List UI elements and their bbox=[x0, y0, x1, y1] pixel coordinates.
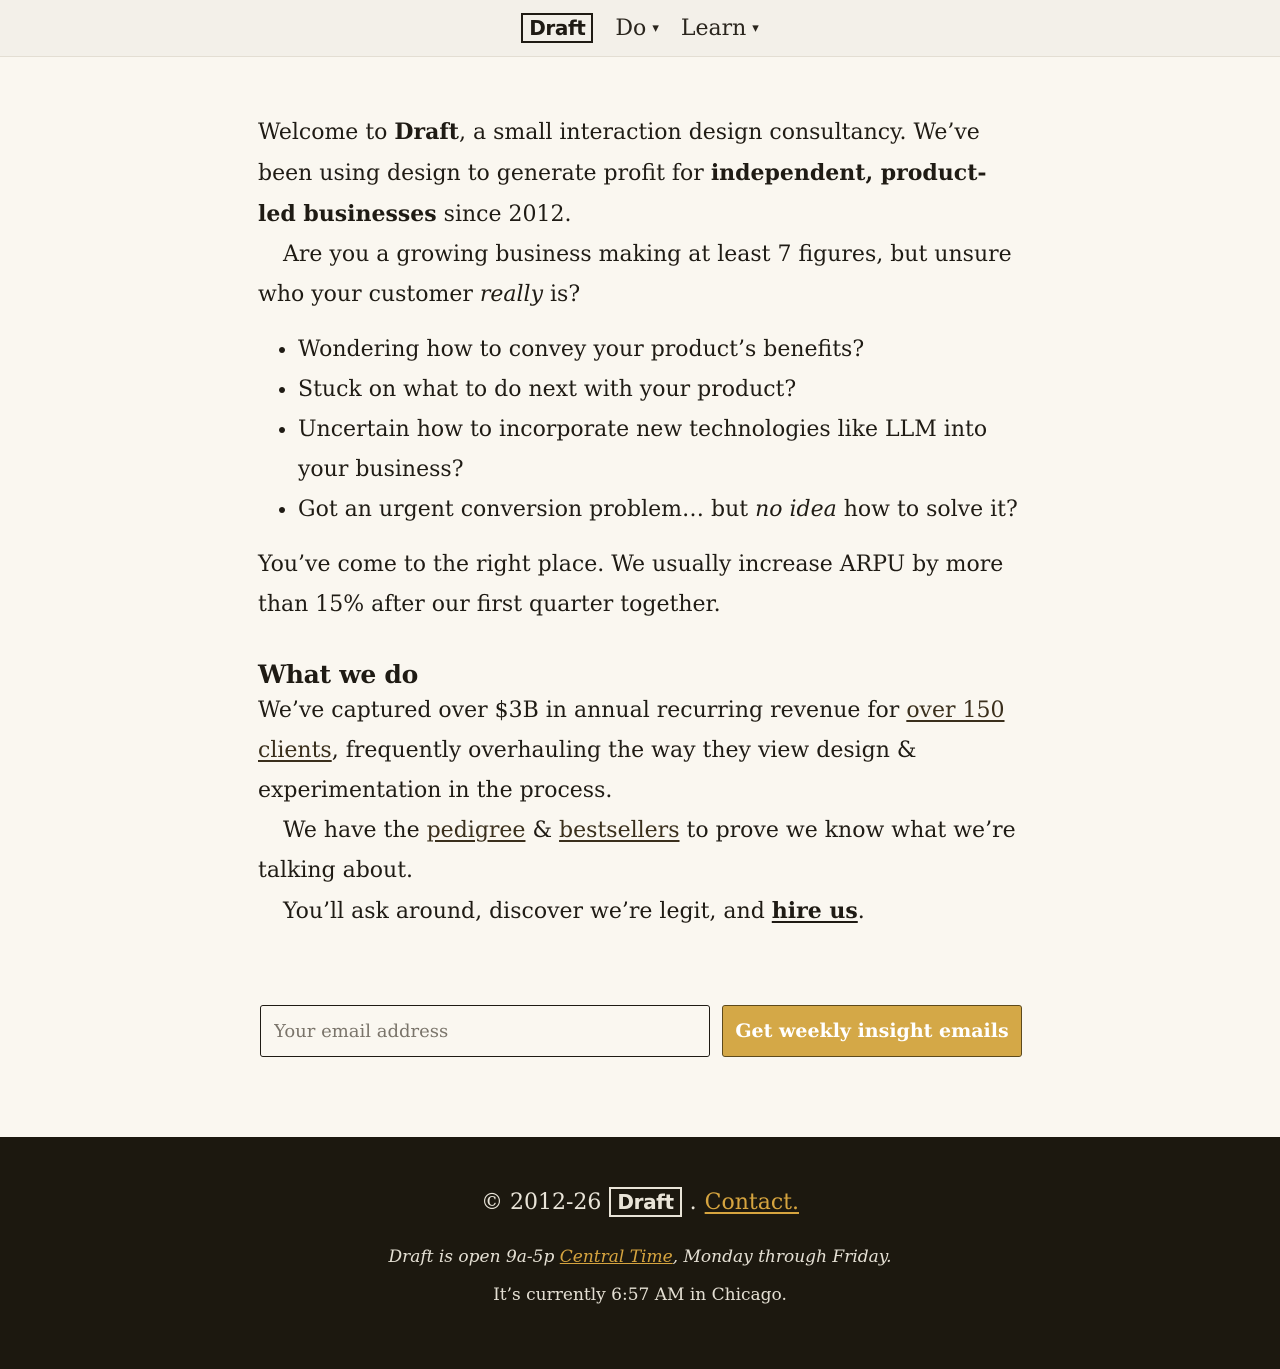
list-item bbox=[298, 490, 1022, 530]
nav-learn-label: Learn bbox=[680, 15, 747, 41]
footer-dot: . bbox=[689, 1189, 697, 1215]
business-hours-text bbox=[0, 1247, 1280, 1267]
bestsellers-link[interactable]: bestsellers bbox=[559, 818, 680, 843]
intro-question-text: Are you a growing business making at least 7 figures, but unsure who your customer bbox=[258, 242, 1012, 307]
intro-emphasis: independent, product-led businesses bbox=[258, 160, 987, 227]
nav-learn-menu[interactable] bbox=[681, 16, 759, 41]
what-we-do-paragraph bbox=[258, 691, 1022, 811]
draft-logo[interactable]: Draft bbox=[521, 13, 593, 43]
body-text: You’ll ask around, discover we’re legit, and bbox=[283, 899, 772, 924]
intro-brand: Draft bbox=[394, 119, 459, 145]
body-text: , frequently overhauling the way they view design & experimentation in the process. bbox=[258, 738, 917, 803]
footer-draft-logo[interactable]: Draft bbox=[609, 1187, 681, 1217]
caret-down-icon: ▾ bbox=[752, 20, 759, 36]
intro-question-text: is? bbox=[543, 282, 581, 307]
main-content bbox=[258, 57, 1022, 932]
pain-points-list bbox=[258, 330, 1022, 530]
what-we-do-heading: What we do bbox=[258, 660, 418, 689]
contact-link[interactable]: Contact. bbox=[704, 1189, 799, 1215]
list-item: • Wondering how to convey your product’s benefits? bbox=[298, 330, 1022, 370]
current-time-text: It’s currently 6:57 AM in Chicago. bbox=[493, 1285, 787, 1305]
hours-text: Draft is open 9a-5p bbox=[388, 1247, 560, 1267]
nav-do-menu[interactable] bbox=[615, 16, 658, 41]
central-time-link[interactable]: Central Time bbox=[559, 1247, 673, 1267]
footer-copyright-line bbox=[0, 1187, 1280, 1217]
caret-down-icon: ▾ bbox=[652, 20, 659, 36]
list-item-text: how to solve it? bbox=[836, 497, 1018, 522]
pedigree-link[interactable]: pedigree bbox=[426, 818, 526, 843]
body-text: to prove we know what we’re talking about. bbox=[258, 818, 1016, 883]
list-item: • Stuck on what to do next with your product? bbox=[298, 370, 1022, 410]
email-input[interactable] bbox=[260, 1005, 710, 1057]
top-nav-bar bbox=[0, 0, 1280, 57]
body-text: We have the bbox=[283, 818, 427, 843]
nav-do-label: Do bbox=[615, 15, 647, 41]
list-item-text: Got an urgent conversion problem… but bbox=[298, 497, 756, 522]
intro-text: since 2012. bbox=[436, 202, 572, 227]
intro-question-emphasis: really bbox=[479, 282, 544, 307]
hours-text: , Monday through Friday. bbox=[672, 1247, 892, 1267]
arpu-paragraph: You’ve come to the right place. We usually increase ARPU by more than 15% after our first quarter together. bbox=[258, 552, 1004, 617]
copyright-text: © 2012-26 bbox=[480, 1189, 602, 1215]
hire-us-link[interactable]: hire us bbox=[771, 898, 858, 924]
intro-paragraph bbox=[258, 112, 1022, 235]
list-item: • Uncertain how to incorporate new technologies like LLM into your business? bbox=[298, 410, 1022, 490]
list-item-emphasis: no idea bbox=[755, 497, 837, 522]
site-footer bbox=[0, 1137, 1280, 1369]
hire-paragraph bbox=[258, 891, 1022, 932]
clients-link[interactable]: over 150 clients bbox=[258, 698, 1005, 763]
pedigree-paragraph bbox=[258, 811, 1022, 891]
intro-text: , a small interaction design consultancy. We’ve been using design to generate profit for bbox=[258, 120, 980, 186]
body-text: & bbox=[525, 818, 560, 843]
body-text: . bbox=[857, 899, 865, 924]
intro-question bbox=[258, 235, 1022, 315]
newsletter-signup-form bbox=[258, 1005, 1022, 1057]
subscribe-button[interactable]: Get weekly insight emails bbox=[722, 1005, 1022, 1057]
body-text: We’ve captured over $3B in annual recurring revenue for bbox=[258, 698, 907, 723]
intro-text: Welcome to bbox=[258, 120, 395, 145]
